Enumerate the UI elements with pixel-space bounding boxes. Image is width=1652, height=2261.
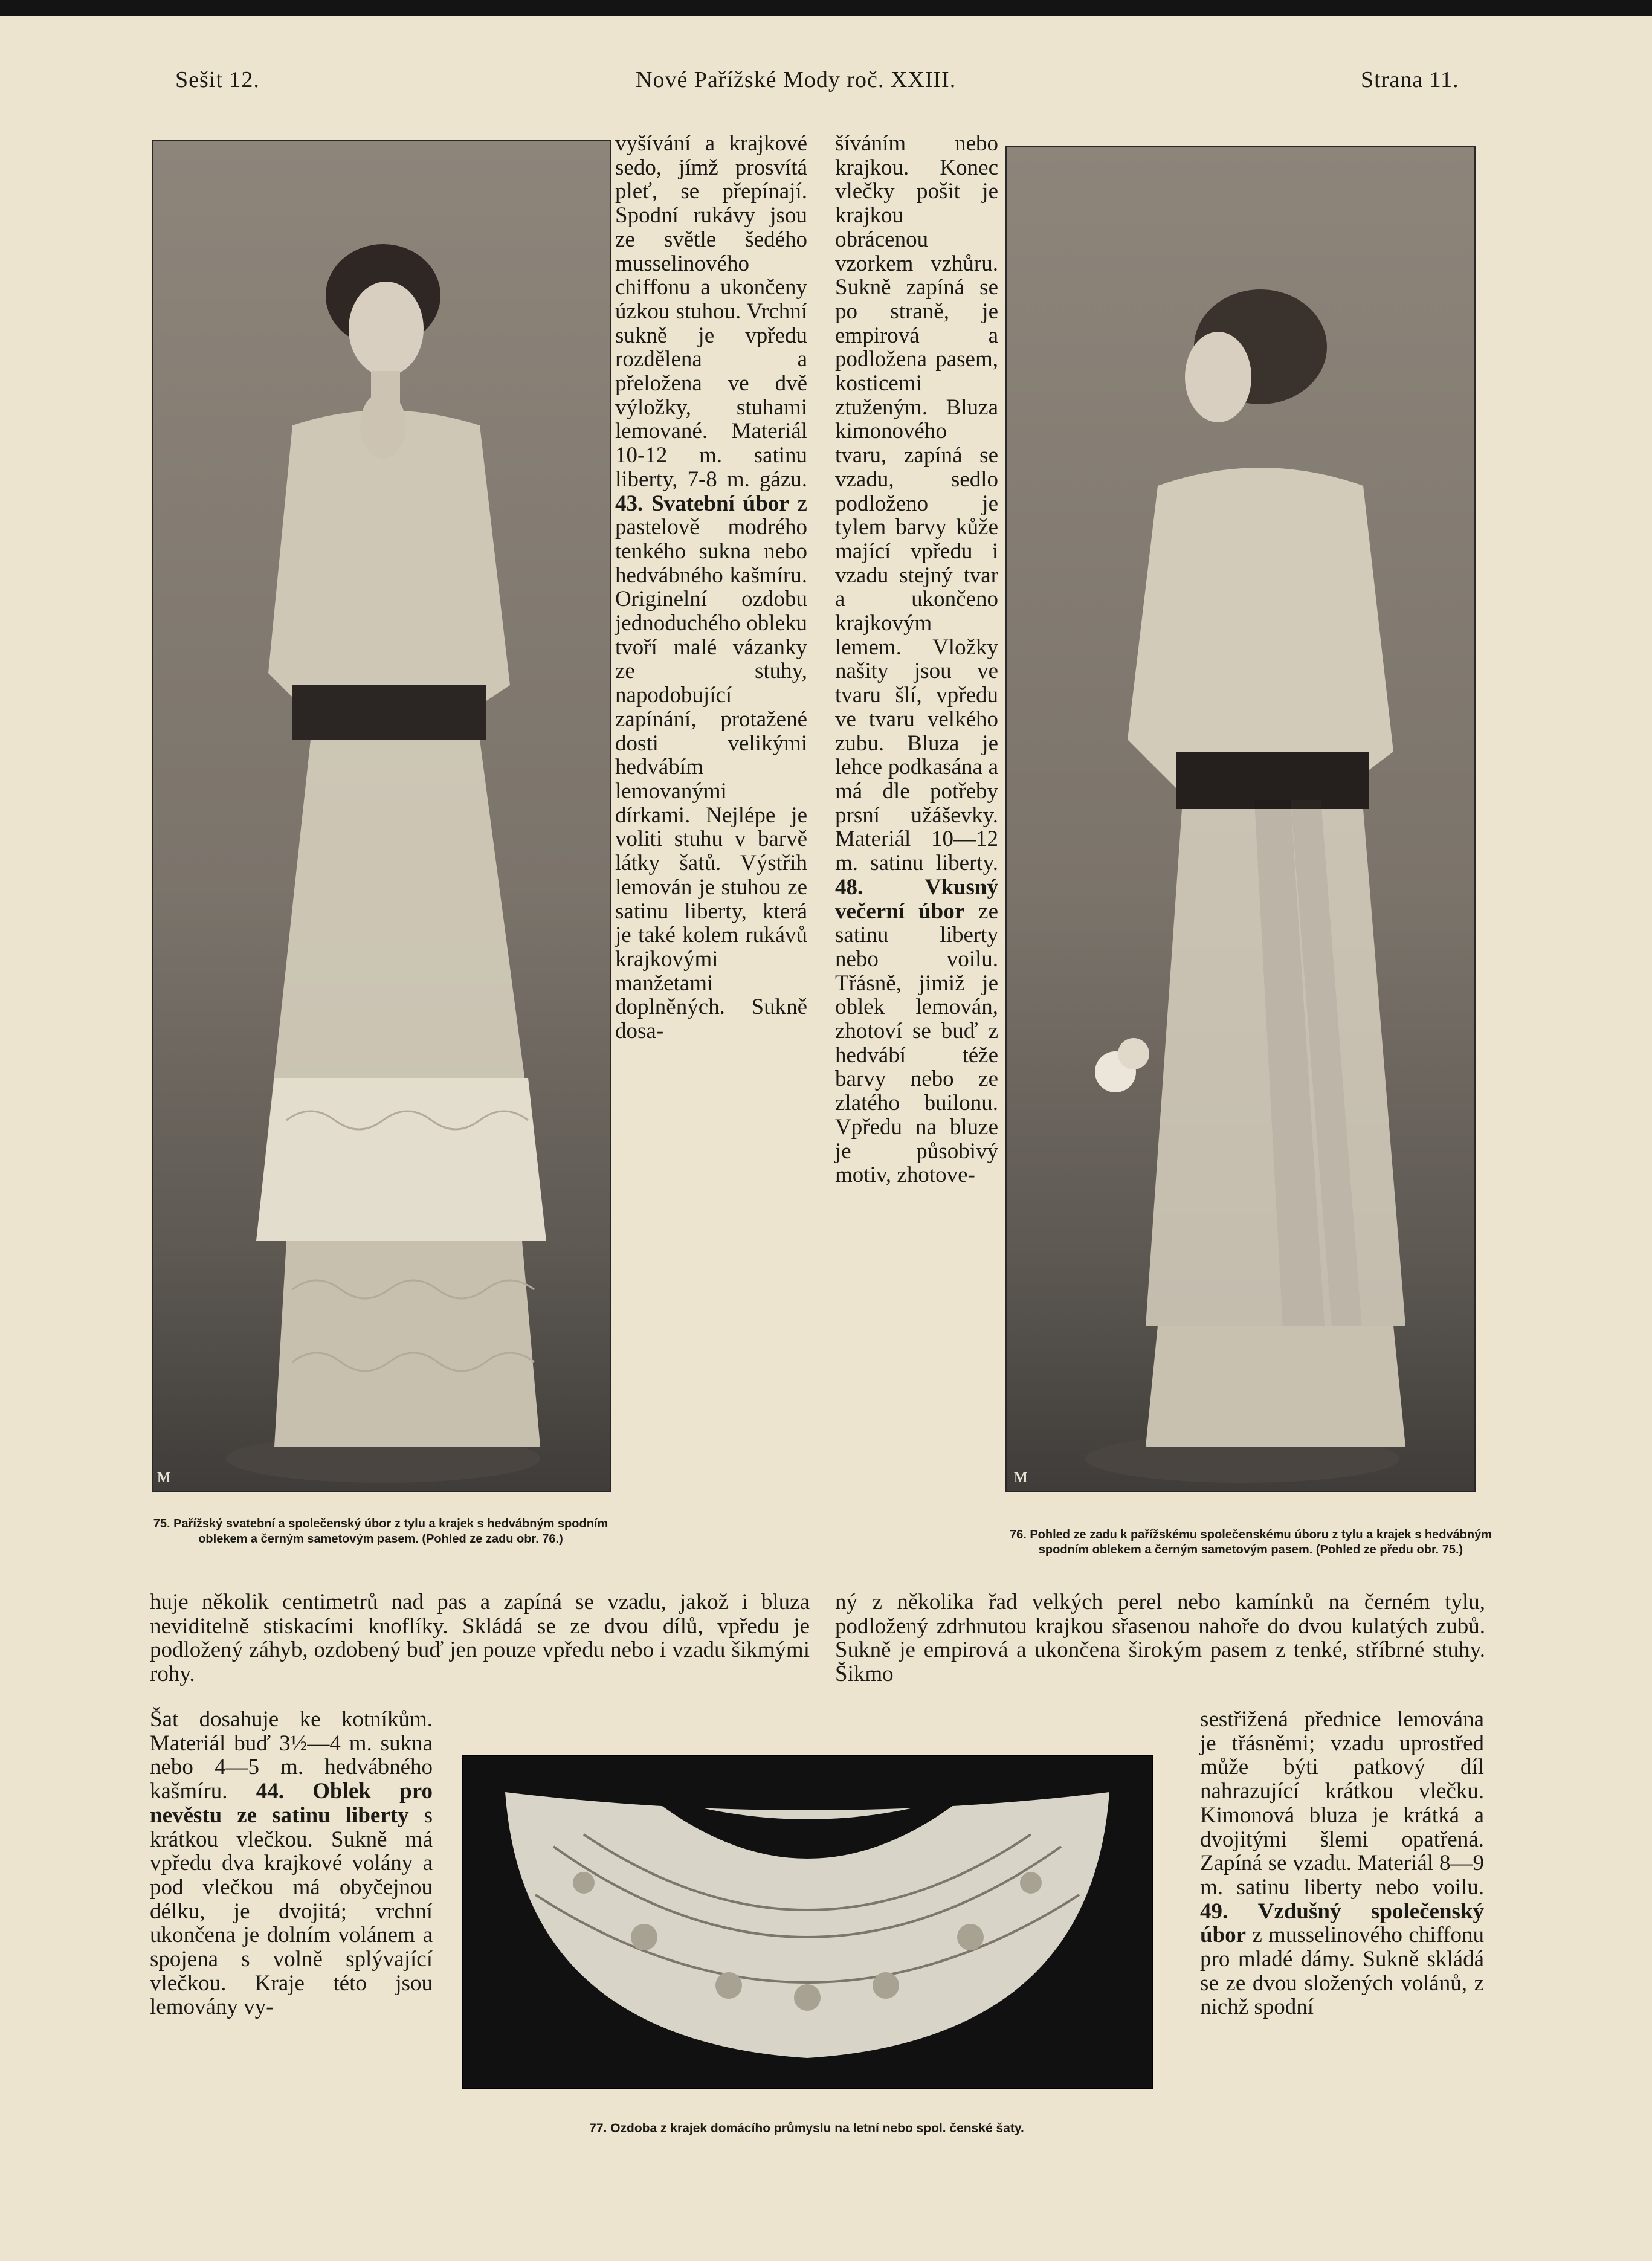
article-43-number: 43. xyxy=(615,491,644,516)
caption-fig75: 75. Pařížský svatební a společenský úbor z tylu a krajek s hedvábným spodním oblekem a černým sametovým pasem. (Pohled ze zadu obr. 76.) xyxy=(153,1517,608,1546)
header-title: Nové Pařížské Mody roč. XXIII. xyxy=(636,67,957,92)
photo-monogram: M xyxy=(157,1470,171,1486)
lace-collar-illustration xyxy=(463,1756,1152,2088)
text-col2: šíváním nebo krajkou. Konec vlečky pošit je krajkou obrácenou vzorkem vzhůru. Sukně zapíná se po straně, je empirová a podložena pasem, kosticemi ztuženým. Bluza kimonového tvaru, zapíná se vzadu, sedlo podloženo je tylem barvy kůže mající vpředu i vzadu stejný tvar a ukončeno krajkovým lemem. Vložky našity jsou ve tvaru šlí, vpředu ve tvaru velkého zubu. Bluza je lehce podkasána a má dle potřeby prsní užáševky. Materiál 10—12 m. satinu liberty. xyxy=(835,131,998,876)
article-48-body: ze satinu liberty nebo voilu. Třásně, jimiž je oblek lemován, zhotoví se buď z hedvábí téže barvy nebo ze zlatého builonu. Vpředu na bluze je působivý motiv, zhotove- xyxy=(835,898,999,1188)
text-left-bottom-body: Šat dosahuje ke kotníkům. Materiál buď 3½—4 m. sukna nebo 4—5 m. hedvábného kašmíru. xyxy=(150,1707,433,1804)
text-right-bottom-body: sestřižená přednice lemována je třásněmi; vzadu uprostřed může býti patkový díl nahrazující krátkou vlečku. Kimonová bluza je krátká a dvojitými šlemi opatřená. Zapíná se vzadu. Materiál 8—9 m. satinu liberty nebo voilu. xyxy=(1200,1707,1484,1900)
page-top-edge xyxy=(0,0,1652,16)
text-right-bottom xyxy=(1200,1708,1484,2019)
article-44-number: 44. xyxy=(256,1779,284,1804)
article-49-number: 49. xyxy=(1200,1898,1228,1924)
woman-front-illustration xyxy=(153,141,610,1491)
photo-fig76 xyxy=(1005,146,1476,1492)
caption-fig77: 77. Ozdoba z krajek domácího průmyslu na letní nebo spol. čenské šaty. xyxy=(589,2121,1024,2135)
caption-fig76: 76. Pohled ze zadu k pařížskému společenskému úboru z tylu a krajek s hedvábným spodním oblekem a černým sametovým pasem. (Pohled ze předu obr. 75.) xyxy=(1009,1528,1492,1556)
text-span-left: huje několik centimetrů nad pas a zapíná se vzadu, jakož i bluza neviditelně stiskacími knoflíky. Skládá se ze dvou dílů, vpředu je podložený záhyb, ozdobený buď jen pouze vpředu nebo i vzadu šikmými rohy. xyxy=(150,1590,810,1687)
photo-monogram: M xyxy=(1014,1470,1028,1486)
article-43-body: z pastelově modrého tenkého sukna nebo hedvábného kašmíru. Originelní ozdobu jednoduchého obleku tvoří malé vázanky ze stuhy, napodobující zapínání, protažené dosti velikými hedvábím lemovanými dírkami. Nejlépe je voliti stuhu v barvě látky šatů. Výstřih lemován je stuhou ze satinu liberty, která je také kolem rukávů krajkovými manžetami doplněných. Sukně dosa- xyxy=(615,491,808,1044)
header-issue: Sešit 12. xyxy=(175,67,260,92)
article-48-title: Vkusný večerní úbor xyxy=(835,874,998,924)
article-49-title: Vzdušný společenský úbor xyxy=(1200,1898,1485,1948)
article-43-title: Svatební úbor xyxy=(651,491,789,516)
photo-fig75 xyxy=(152,140,611,1492)
article-44-body: s krátkou vlečkou. Sukně má vpředu dva krajkové volány a pod vlečkou má obyčejnou délku, je dvojitá; vrchní ukončena je dolním volánem a spojena s volně splývající vlečkou. Kraje této jsou lemovány vy- xyxy=(150,1802,433,2020)
text-span-right: ný z několika řad velkých perel nebo kamínků na černém tylu, podložený zdrhnutou krajkou sřasenou nahoře do dvou kulatých zubů. Sukně je empirová a ukončena širokým pasem z tenké, stříbrné stuhy. Šikmo xyxy=(835,1590,1485,1687)
article-44-title: Oblek pro nevěstu ze satinu liberty xyxy=(150,1779,433,1828)
article-49-body: z musselinového chiffonu pro mladé dámy. Sukně skládá se ze dvou složených volánů, z nichž spodní xyxy=(1200,1923,1484,2020)
woman-back-illustration xyxy=(1007,147,1474,1491)
text-column-2 xyxy=(835,132,998,1187)
article-48-number: 48. xyxy=(835,874,863,900)
text-column-1 xyxy=(615,132,807,1043)
photo-fig77 xyxy=(462,1755,1153,2089)
text-left-bottom xyxy=(150,1708,433,2019)
text-col1: vyšívání a krajkové sedo, jímž prosvítá pleť, se přepínají. Spodní rukávy jsou ze světle šedého musselinového chiffonu a ukončeny úzkou stuhou. Vrchní sukně je vpředu rozdělena a přeložena ve dvě výložky, stuhami lemované. Materiál 10-12 m. satinu liberty, 7-8 m. gázu. xyxy=(615,131,807,492)
header-page: Strana 11. xyxy=(1361,67,1459,92)
